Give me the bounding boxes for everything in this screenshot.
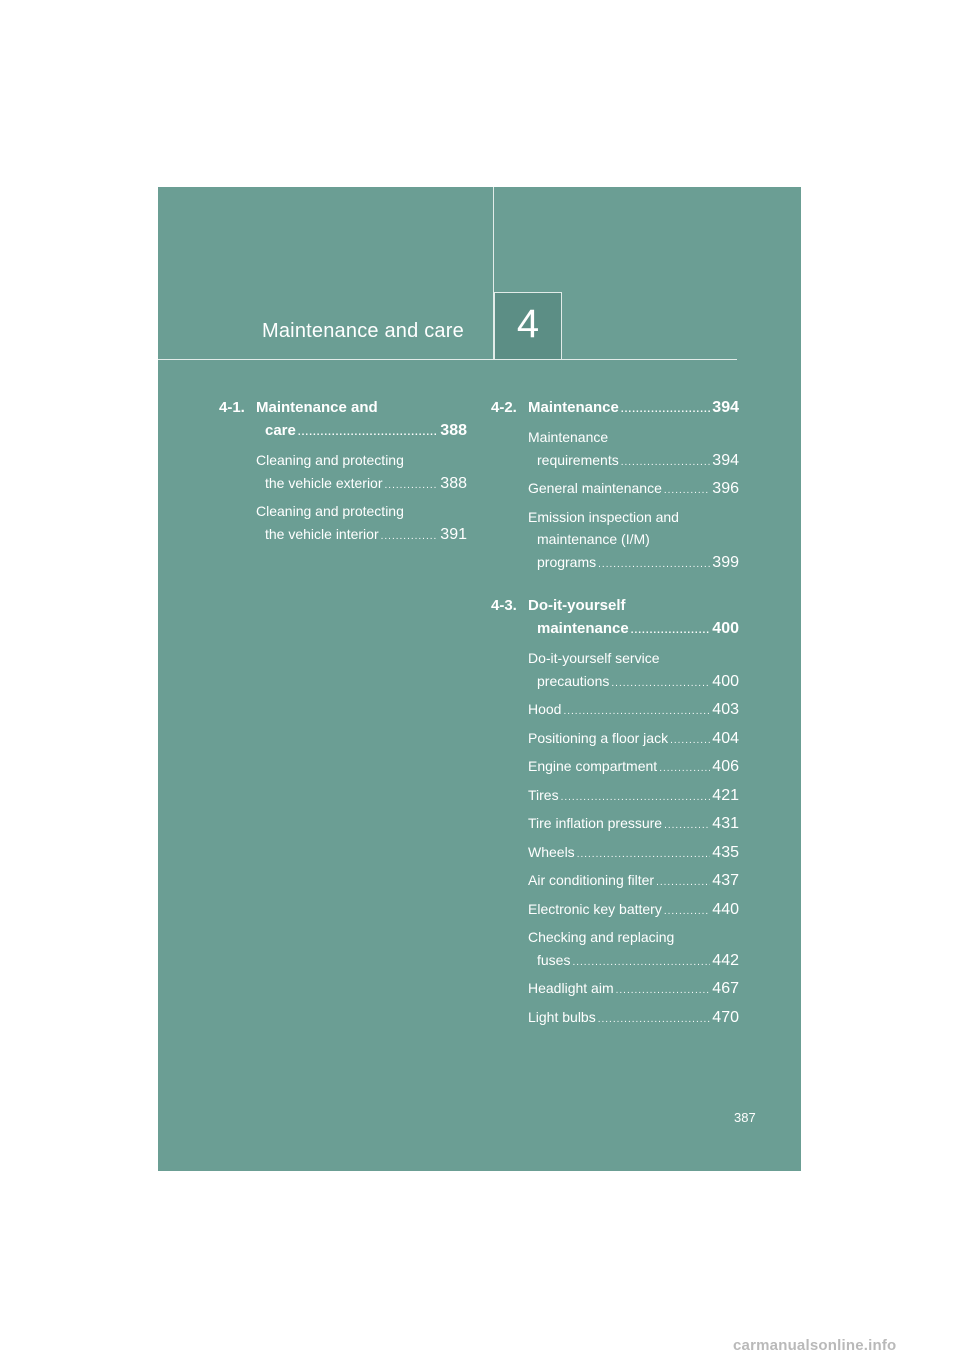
toc-section-heading[interactable]: [219, 396, 467, 444]
toc-entry[interactable]: [491, 698, 739, 724]
toc-entry-page-number: 437: [712, 872, 739, 889]
toc-entry[interactable]: [491, 1006, 739, 1032]
toc-entry[interactable]: [491, 841, 739, 867]
dot-leader: [664, 901, 710, 924]
toc-entry[interactable]: [491, 926, 739, 974]
dot-leader: [616, 980, 711, 1003]
toc-entry-label: the vehicle exterior: [265, 474, 383, 491]
divider-horizontal: [158, 359, 737, 360]
toc-entry-label: programs: [537, 553, 597, 570]
toc-entry-page-number: 431: [712, 815, 739, 832]
toc-entry-label: Hood: [528, 701, 562, 717]
toc-entry-label: General maintenance: [528, 480, 662, 496]
toc-entry[interactable]: [491, 506, 739, 577]
toc-entry-page-number: 396: [712, 480, 739, 497]
toc-entry-label: Engine compartment: [528, 758, 658, 774]
toc-entry-row: [528, 755, 739, 781]
toc-entry[interactable]: [491, 477, 739, 503]
toc-entry-row: [528, 698, 739, 724]
toc-entry-row: [528, 784, 739, 810]
dot-leader: [664, 480, 710, 503]
dot-leader: [381, 526, 439, 549]
dot-leader: [611, 673, 710, 696]
toc-entry-row: [528, 1006, 739, 1032]
toc-entry-label: precautions: [537, 672, 610, 689]
section-title-line2: care: [265, 422, 296, 439]
section-title: Maintenance: [528, 399, 619, 416]
toc-entry-label: Do-it-yourself service: [528, 650, 660, 666]
toc-entry-label: Checking and replacing: [528, 929, 675, 945]
dot-leader: [598, 554, 710, 577]
section-title-row: [491, 396, 739, 421]
toc-entry[interactable]: [491, 647, 739, 695]
section-title-continued: [219, 419, 467, 444]
toc-entry[interactable]: [491, 898, 739, 924]
toc-column-right: [491, 396, 739, 1031]
toc-entry-label: Emission inspection and: [528, 508, 679, 525]
toc-entry-row: [528, 949, 739, 975]
toc-entry-label: Air conditioning filter: [528, 872, 655, 888]
toc-entry-page-number: 435: [712, 843, 739, 861]
toc-entry-row: [528, 551, 739, 577]
section-page-number: 388: [440, 422, 467, 439]
toc-entry-label: Maintenance: [528, 429, 609, 445]
toc-entry-label: Electronic key battery: [528, 900, 662, 917]
dot-leader: [561, 787, 711, 810]
toc-entry-page-number: 440: [712, 900, 739, 918]
toc-entry-row: [528, 812, 739, 838]
toc-entry-row: [528, 477, 739, 503]
toc-entry[interactable]: [491, 755, 739, 781]
section-title-line2: maintenance: [537, 620, 629, 637]
toc-entry-row: [528, 898, 739, 924]
toc-entry-row: [528, 869, 739, 895]
toc-entry-row: [528, 449, 739, 475]
toc-entry-label: Headlight aim: [528, 980, 614, 996]
toc-entry-row: [528, 670, 739, 696]
dot-leader: [598, 1009, 711, 1032]
toc-entry[interactable]: [491, 727, 739, 753]
dot-leader: [577, 844, 711, 867]
toc-entry-row: [528, 841, 739, 867]
toc-entry-label: Positioning a floor jack: [528, 729, 669, 746]
dot-leader: [621, 398, 710, 421]
section-number: 4-3.: [491, 597, 517, 614]
toc-entry-label: Cleaning and protecting: [256, 452, 404, 468]
dot-leader: [670, 730, 710, 753]
toc-section-heading[interactable]: [491, 594, 739, 642]
toc-entry-page-number: 399: [712, 553, 739, 571]
toc-entry-page-number: 404: [712, 729, 739, 747]
toc-column-left: [219, 396, 467, 548]
section-page-number: 400: [712, 620, 739, 637]
toc-entry-page-number: 442: [712, 951, 739, 969]
toc-entry-page-number: 388: [440, 474, 467, 492]
dot-leader: [621, 452, 711, 475]
toc-entry[interactable]: [219, 500, 467, 548]
toc-entry-label: requirements: [537, 451, 619, 468]
section-title: Maintenance and: [256, 399, 378, 416]
chapter-title: Maintenance and care: [262, 320, 464, 342]
toc-section-heading[interactable]: [491, 396, 739, 421]
toc-entry-label: Wheels: [528, 843, 575, 860]
toc-entry-label: the vehicle interior: [265, 525, 379, 542]
toc-entry-row: [528, 727, 739, 753]
section-number: 4-1.: [219, 399, 245, 416]
toc-entry[interactable]: [491, 812, 739, 838]
toc-entry-label: Tires: [528, 786, 559, 803]
page-number: 387: [734, 1110, 756, 1125]
section-title-continued: [491, 617, 739, 642]
toc-entry[interactable]: [491, 977, 739, 1003]
toc-entry[interactable]: [491, 869, 739, 895]
toc-entry-page-number: 394: [712, 451, 739, 469]
toc-entry-page-number: 391: [440, 525, 467, 543]
watermark: carmanualsonline.info: [733, 1337, 897, 1354]
section-page-number: 394: [712, 399, 739, 416]
toc-entry-page-number: 467: [712, 980, 739, 997]
toc-entry-row: [256, 523, 467, 549]
toc-entry-label: Light bulbs: [528, 1008, 596, 1025]
toc-entry-label: fuses: [537, 951, 571, 968]
toc-entry-page-number: 403: [712, 701, 739, 718]
toc-entry[interactable]: [491, 426, 739, 474]
toc-entry[interactable]: [491, 784, 739, 810]
toc-entry-label: Cleaning and protecting: [256, 503, 404, 519]
dot-leader: [664, 815, 710, 838]
toc-entry-page-number: 421: [712, 786, 739, 804]
toc-entry[interactable]: [219, 449, 467, 497]
toc-entry-row: [256, 472, 467, 498]
dot-leader: [298, 421, 438, 444]
dot-leader: [656, 872, 710, 895]
dot-leader: [385, 475, 439, 498]
toc-entry-row: [528, 977, 739, 1003]
toc-entry-page-number: 470: [712, 1008, 739, 1026]
section-number: 4-2.: [491, 399, 517, 416]
chapter-number-tab: 4: [494, 292, 562, 359]
section-title: Do-it-yourself: [528, 597, 626, 614]
dot-leader: [659, 758, 710, 781]
dot-leader: [572, 952, 710, 975]
dot-leader: [563, 701, 710, 724]
toc-entry-page-number: 400: [712, 672, 739, 690]
toc-entry-label: Tire inflation pressure: [528, 815, 663, 831]
toc-entry-page-number: 406: [712, 758, 739, 775]
toc-entry-label: maintenance (I/M): [537, 531, 650, 547]
dot-leader: [631, 619, 711, 642]
